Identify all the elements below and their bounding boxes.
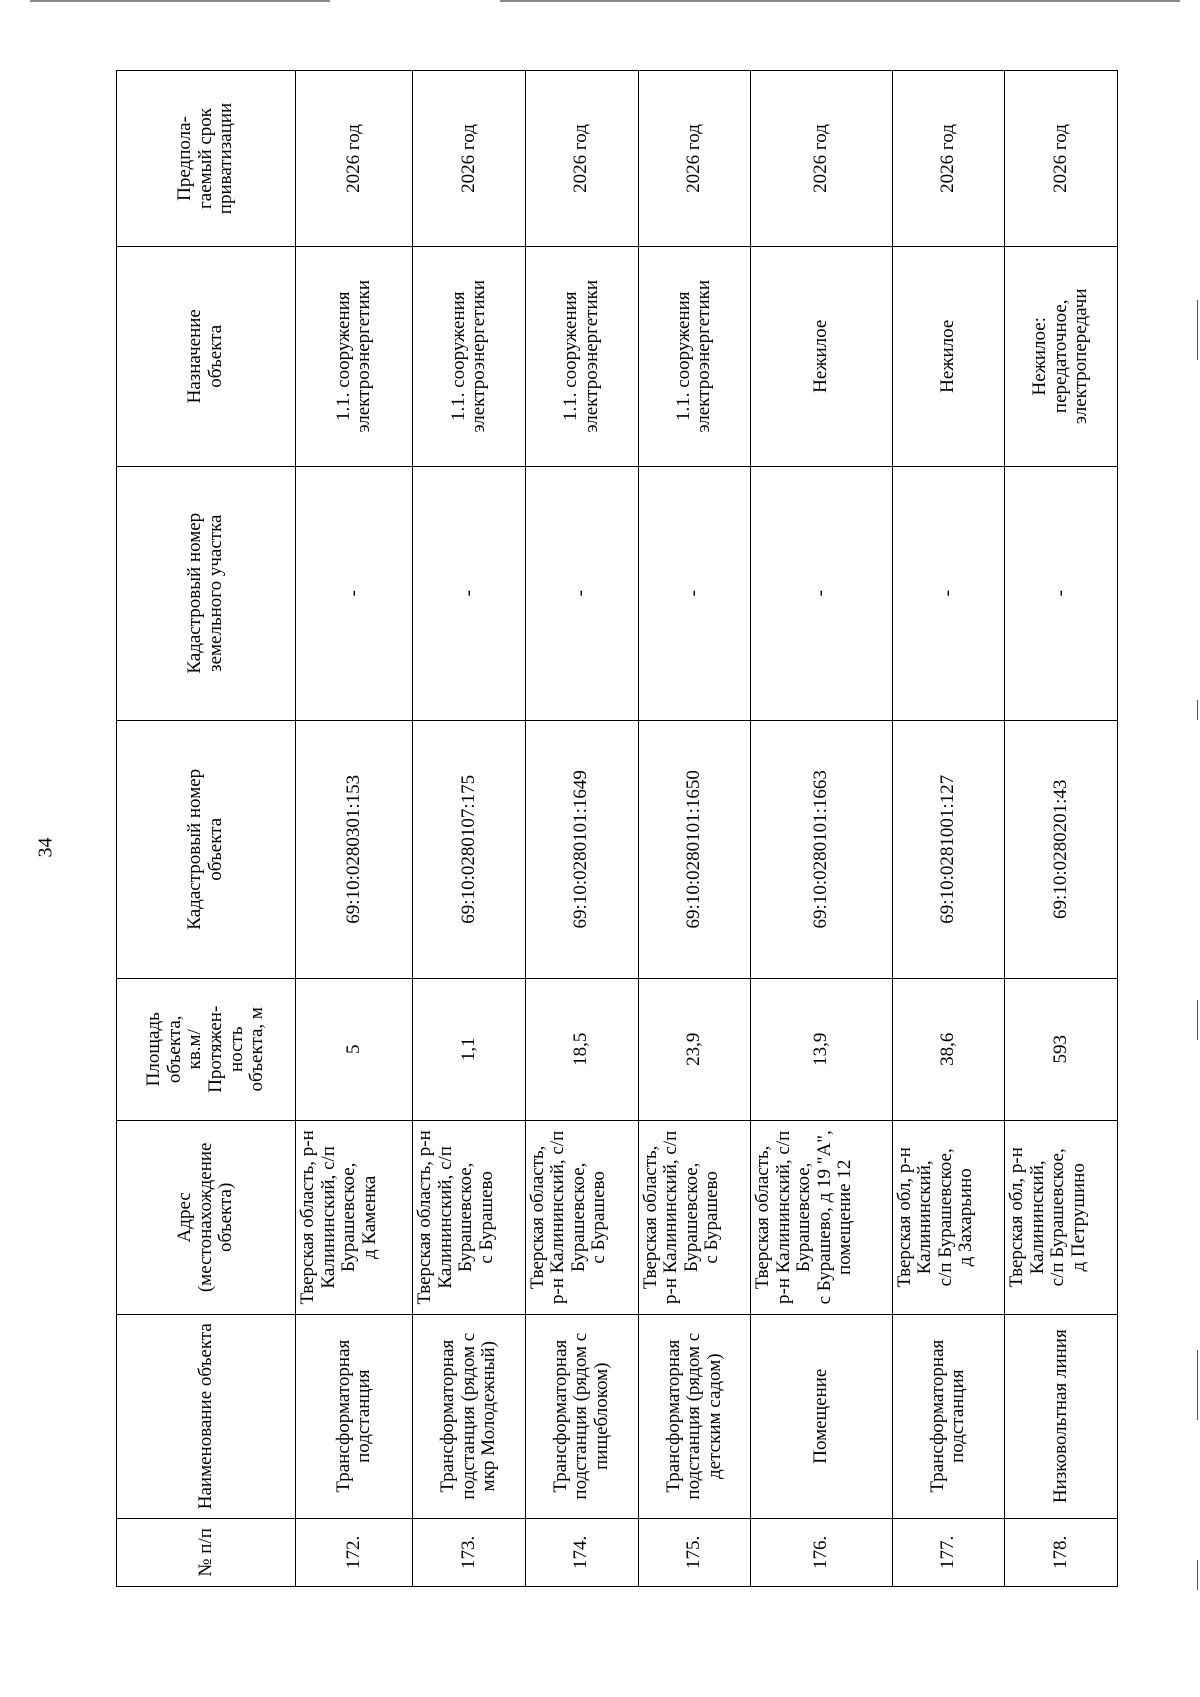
table-row — [1005, 71, 1118, 1587]
cell-address-line: Тверская область, — [639, 1145, 661, 1290]
cell-address — [525, 1120, 638, 1314]
cell-address-line: Бурашевское, — [680, 1162, 702, 1273]
cell-purpose — [525, 246, 638, 466]
cell-purpose — [751, 246, 892, 466]
cell-address-line: Тверская область, — [752, 1145, 774, 1290]
cell-address-line: помещение 12 — [834, 1159, 856, 1275]
cell-term: 2026 год — [892, 71, 1005, 247]
header-area-line: объекта, — [163, 1015, 185, 1084]
cell-num: 173. — [413, 1518, 526, 1586]
cell-address-line: Калининский, — [1026, 1160, 1048, 1275]
table-row — [892, 71, 1005, 1587]
header-purpose — [117, 246, 296, 466]
cell-area: 18,5 — [525, 978, 638, 1120]
cell-cadastral-object: 69:10:0280107:175 — [413, 720, 526, 978]
table-body — [296, 71, 1118, 1587]
cell-cadastral-land: - — [525, 466, 638, 720]
cell-name-line: подстанция (рядом с — [570, 1332, 592, 1500]
cell-address-line: Тверская область, — [526, 1145, 548, 1290]
header-address-line: (местонахождение — [194, 1142, 216, 1293]
cell-num: 175. — [638, 1518, 751, 1586]
cell-purpose — [296, 246, 413, 466]
cell-num: 177. — [892, 1518, 1005, 1586]
cell-name-line: подстанция — [353, 1369, 375, 1463]
cell-num: 178. — [1005, 1518, 1118, 1586]
header-term-line: Предпола- — [174, 116, 196, 201]
cell-cadastral-land: - — [413, 466, 526, 720]
cell-address-line: Бурашевское, — [793, 1162, 815, 1273]
cell-name-line: Трансформаторная — [332, 1339, 354, 1493]
cell-num: 172. — [296, 1518, 413, 1586]
header-purpose-line: объекта — [205, 324, 226, 388]
cell-cadastral-land: - — [892, 466, 1005, 720]
cell-address-line: с Бурашево — [701, 1171, 723, 1264]
cell-cadastral-land: - — [1005, 466, 1118, 720]
cell-cadastral-land: - — [638, 466, 751, 720]
header-area-line: Протяжен- — [205, 1005, 226, 1093]
cell-name — [751, 1314, 892, 1518]
header-term-line: гаемый срок — [194, 107, 216, 209]
cell-purpose-line: электроэнергетики — [580, 279, 602, 433]
cell-address-line: Бурашевское, — [567, 1162, 589, 1273]
cell-name-line: детским садом) — [703, 1353, 725, 1479]
cell-term: 2026 год — [638, 71, 751, 247]
cell-purpose-line: 1.1. сооружения — [672, 291, 694, 422]
page-number: 34 — [34, 837, 57, 858]
cell-cadastral-object: 69:10:0280101:1650 — [638, 720, 751, 978]
cell-name-line: подстанция (рядом с — [683, 1332, 705, 1500]
header-num: № п/п — [117, 1518, 296, 1586]
cell-purpose — [413, 246, 526, 466]
scan-edge-marks — [1194, 0, 1200, 1697]
cell-address-line: д Захарьино — [955, 1168, 977, 1267]
cell-purpose-line: 1.1. сооружения — [332, 291, 354, 422]
cell-address-line: Калининский, — [914, 1160, 936, 1275]
cell-address-line: Бурашевское, — [455, 1162, 477, 1273]
cell-name — [638, 1314, 751, 1518]
cell-cadastral-object: 69:10:0280201:43 — [1005, 720, 1118, 978]
header-term-line: приватизации — [215, 102, 237, 215]
cell-address-line: с Бурашево — [475, 1171, 497, 1264]
cell-area: 13,9 — [751, 978, 892, 1120]
table-container — [116, 70, 1118, 1587]
cell-purpose-line: Нежилое: — [1029, 317, 1051, 396]
table-row — [525, 71, 638, 1587]
cell-term: 2026 год — [751, 71, 892, 247]
header-cadastral-land-line: Кадастровый номер — [184, 512, 206, 674]
cell-address-line: с Бурашево, д 19 "А", — [813, 1130, 835, 1305]
cell-name-line: Трансформаторная — [926, 1339, 948, 1493]
header-address-line: объекта) — [215, 1182, 237, 1252]
cell-name — [1005, 1314, 1118, 1518]
cell-purpose — [1005, 246, 1118, 466]
cell-address-line: Тверская область, р-н — [414, 1130, 436, 1305]
cell-address — [892, 1120, 1005, 1314]
cell-purpose-line: Нежилое — [937, 319, 959, 393]
cell-name — [296, 1314, 413, 1518]
cell-purpose-line: электроэнергетики — [353, 279, 375, 433]
cell-cadastral-land: - — [296, 466, 413, 720]
cell-address-line: Тверская обл, р-н — [1006, 1147, 1028, 1288]
header-cadastral-land — [117, 466, 296, 720]
header-cadastral-object-line: объекта — [205, 817, 226, 881]
header-area-line: Площадь — [143, 1012, 165, 1087]
cell-name — [892, 1314, 1005, 1518]
cell-cadastral-object: 69:10:0281001:127 — [892, 720, 1005, 978]
cell-area: 5 — [296, 978, 413, 1120]
cell-purpose-line: Нежилое — [810, 319, 832, 393]
cell-name-line: подстанция (рядом с — [457, 1332, 479, 1500]
cell-purpose — [638, 246, 751, 466]
cell-address-line: Калининский, с/п — [434, 1146, 456, 1289]
cell-address-line: Бурашевское, — [338, 1162, 360, 1273]
table-row — [296, 71, 413, 1587]
header-name: Наименование объекта — [117, 1314, 296, 1518]
cell-purpose-line: электропередачи — [1070, 288, 1092, 425]
cell-purpose — [892, 246, 1005, 466]
cell-cadastral-land: - — [751, 466, 892, 720]
cell-name — [413, 1314, 526, 1518]
cell-cadastral-object: 69:10:0280101:1649 — [525, 720, 638, 978]
header-cadastral-object — [117, 720, 296, 978]
cell-name-line: мкр Молодежный) — [478, 1341, 500, 1492]
cell-term: 2026 год — [1005, 71, 1118, 247]
cell-name-line: Трансформаторная — [437, 1339, 459, 1493]
cell-name-line: Трансформаторная — [549, 1339, 571, 1493]
cell-name-line: Трансформаторная — [662, 1339, 684, 1493]
cell-address-line: р-н Калининский, с/п — [660, 1130, 682, 1304]
cell-address-line: с/п Бурашевское, — [934, 1148, 956, 1287]
header-address-line: Адрес — [174, 1192, 196, 1243]
cell-address-line: д Петрушино — [1067, 1163, 1089, 1272]
header-purpose-line: Назначение — [184, 309, 206, 404]
cell-name — [525, 1314, 638, 1518]
cell-address — [751, 1120, 892, 1314]
header-term — [117, 71, 296, 247]
cell-term: 2026 год — [413, 71, 526, 247]
table-row — [751, 71, 892, 1587]
cell-address-line: д Каменка — [358, 1175, 380, 1259]
cell-address-line: р-н Калининский, с/п — [547, 1130, 569, 1304]
cell-purpose-line: электроэнергетики — [468, 279, 490, 433]
cell-cadastral-object: 69:10:0280301:153 — [296, 720, 413, 978]
table-row — [638, 71, 751, 1587]
table-row — [413, 71, 526, 1587]
cell-num: 174. — [525, 1518, 638, 1586]
cell-address — [296, 1120, 413, 1314]
cell-address — [413, 1120, 526, 1314]
cell-purpose-line: передаточное, — [1049, 299, 1071, 414]
rotated-table-frame — [116, 70, 1118, 1587]
header-cadastral-object-line: Кадастровый номер — [184, 768, 206, 930]
header-cadastral-land-line: земельного участка — [205, 514, 226, 672]
cell-name-line: Низковольтная линия — [1049, 1329, 1071, 1504]
header-area-line: объекта, м — [246, 1007, 268, 1092]
cell-name-line: Помещение — [810, 1368, 832, 1464]
cell-address — [638, 1120, 751, 1314]
cell-area: 1,1 — [413, 978, 526, 1120]
cell-address-line: Калининский, с/п — [317, 1146, 339, 1289]
cell-area: 593 — [1005, 978, 1118, 1120]
cell-purpose-line: электроэнергетики — [693, 279, 715, 433]
cell-address-line: с Бурашево — [588, 1171, 610, 1264]
cell-term: 2026 год — [525, 71, 638, 247]
privatization-table — [116, 70, 1118, 1587]
cell-address-line: р-н Калининский, с/п — [772, 1130, 794, 1304]
header-area-line: ность — [225, 1026, 247, 1073]
cell-address — [1005, 1120, 1118, 1314]
cell-area: 23,9 — [638, 978, 751, 1120]
header-address — [117, 1120, 296, 1314]
cell-name-line: подстанция — [947, 1369, 969, 1463]
header-area-line: кв.м/ — [184, 1029, 206, 1070]
cell-num: 176. — [751, 1518, 892, 1586]
cell-name-line: пищеблоком) — [590, 1362, 612, 1470]
header-area — [117, 978, 296, 1120]
cell-purpose-line: 1.1. сооружения — [560, 291, 582, 422]
cell-term: 2026 год — [296, 71, 413, 247]
cell-cadastral-object: 69:10:0280101:1663 — [751, 720, 892, 978]
cell-purpose-line: 1.1. сооружения — [447, 291, 469, 422]
cell-address-line: Тверская обл, р-н — [893, 1147, 915, 1288]
table-header-row — [117, 71, 296, 1587]
cell-address-line: с/п Бурашевское, — [1047, 1148, 1069, 1287]
cell-address-line: Тверская область, р-н — [297, 1130, 318, 1305]
cell-area: 38,6 — [892, 978, 1005, 1120]
